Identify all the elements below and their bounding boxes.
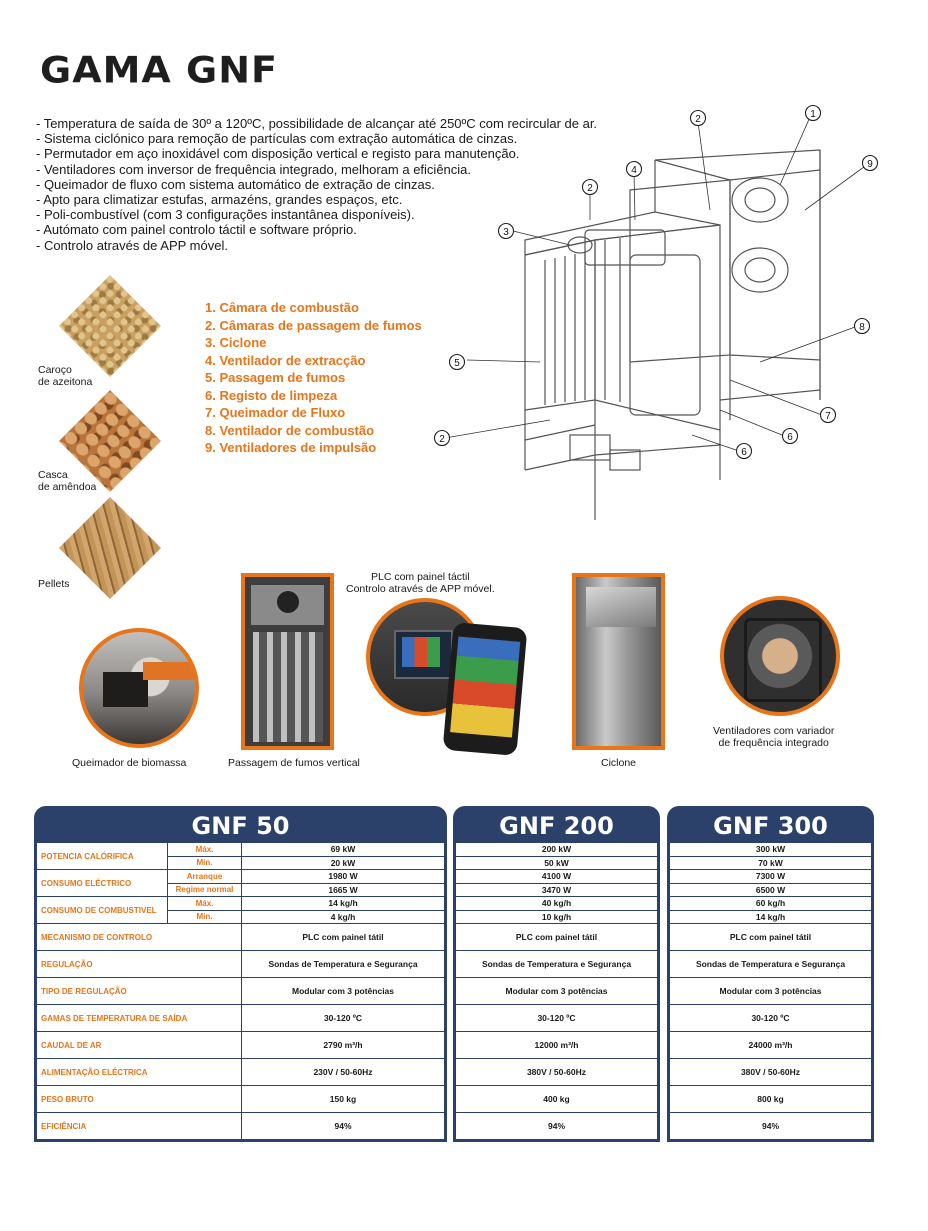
model-header: GNF 50 xyxy=(34,806,447,842)
spec-value: 4 kg/h xyxy=(242,910,446,924)
spec-value: 24000 m³/h xyxy=(669,1032,873,1059)
spec-value: PLC com painel tátil xyxy=(242,924,446,951)
spec-value: 380V / 50-60Hz xyxy=(455,1059,659,1086)
legend-item: 8. Ventilador de combustão xyxy=(205,422,375,438)
legend-item: 2. Câmaras de passagem de fumos xyxy=(205,317,422,333)
spec-table xyxy=(667,842,874,1142)
spec-value: Modular com 3 potências xyxy=(455,978,659,1005)
feature-item: - Queimador de fluxo com sistema automático de extração de cinzas. xyxy=(36,176,435,192)
flue-photo xyxy=(241,573,334,750)
spec-value: 70 kW xyxy=(669,856,873,870)
spec-sublabel: Regime normal xyxy=(168,883,242,897)
spec-sublabel: Arranque xyxy=(168,870,242,884)
fuel-label-line: Casca xyxy=(38,469,68,481)
spec-label: GAMAS DE TEMPERATURA DE SAÍDA xyxy=(36,1005,242,1032)
legend-item: 1. Câmara de combustão xyxy=(205,300,359,315)
callout-label: 8 xyxy=(859,322,865,333)
spec-value: 60 kg/h xyxy=(669,897,873,911)
spec-value: 400 kg xyxy=(455,1086,659,1113)
spec-value: 30-120 ºC xyxy=(669,1005,873,1032)
fuel-label-almond xyxy=(38,469,96,493)
spec-table-gnf200 xyxy=(453,806,660,1142)
spec-table-gnf300 xyxy=(667,806,874,1142)
fuel-label-line: de amêndoa xyxy=(38,481,97,493)
spec-label: POTENCIA CALÓRIFICA xyxy=(36,843,168,870)
spec-value: PLC com painel tátil xyxy=(669,924,873,951)
callout-label: 6 xyxy=(787,432,793,443)
spec-value: 20 kW xyxy=(242,856,446,870)
pellets-image xyxy=(59,497,161,599)
spec-value: 4100 W xyxy=(455,870,659,884)
callout-label: 6 xyxy=(741,447,747,458)
spec-value: 6500 W xyxy=(669,883,873,897)
page-title: GAMA GNF xyxy=(40,49,279,91)
feature-item: - Apto para climatizar estufas, armazéns, grandes espaços, etc. xyxy=(36,192,403,208)
fans-caption xyxy=(713,725,834,749)
spec-value: 3470 W xyxy=(455,883,659,897)
cyclone-caption: Ciclone xyxy=(601,757,637,769)
legend-item: 4. Ventilador de extracção xyxy=(205,352,366,368)
spec-label: REGULAÇÃO xyxy=(36,951,242,978)
spec-label: EFICIÊNCIA xyxy=(36,1113,242,1141)
spec-value: 7300 W xyxy=(669,870,873,884)
model-header: GNF 300 xyxy=(667,806,874,842)
fuel-label-pellets xyxy=(38,578,70,590)
spec-value: 69 kW xyxy=(242,843,446,857)
spec-sublabel: Máx. xyxy=(168,843,242,857)
feature-item: - Poli-combustível (com 3 configurações instantânea disponíveis). xyxy=(36,207,415,223)
feature-item: - Permutador em aço inoxidável com disposição vertical e registo para manutenção. xyxy=(36,146,520,162)
spec-label: CONSUMO ELÉCTRICO xyxy=(36,870,168,897)
spec-table xyxy=(34,842,447,1142)
spec-value: PLC com painel tátil xyxy=(455,924,659,951)
olive-pit-image xyxy=(59,275,161,377)
spec-label: CAUDAL DE AR xyxy=(36,1032,242,1059)
spec-value: 12000 m³/h xyxy=(455,1032,659,1059)
spec-value: 1980 W xyxy=(242,870,446,884)
spec-sublabel: Min. xyxy=(168,910,242,924)
callout-label: 7 xyxy=(825,411,831,422)
feature-item: - Temperatura de saída de 30º a 120ºC, possibilidade de alcançar até 250ºC com recircular de ar. xyxy=(36,116,598,131)
callout-label: 9 xyxy=(867,159,873,170)
feature-item: - Sistema ciclónico para remoção de partículas com extração automática de cinzas. xyxy=(36,131,518,147)
flue-caption: Passagem de fumos vertical xyxy=(228,757,360,769)
callout-label: 4 xyxy=(631,165,637,176)
spec-value: 94% xyxy=(669,1113,873,1141)
smartphone-image xyxy=(443,622,528,756)
legend-item: 3. Ciclone xyxy=(205,335,267,350)
spec-value: Modular com 3 potências xyxy=(669,978,873,1005)
legend-item: 6. Registo de limpeza xyxy=(205,387,338,403)
spec-value: 2790 m³/h xyxy=(242,1032,446,1059)
spec-value: Modular com 3 potências xyxy=(242,978,446,1005)
spec-value: 1665 W xyxy=(242,883,446,897)
spec-sublabel: Máx. xyxy=(168,897,242,911)
spec-value: 200 kW xyxy=(455,843,659,857)
callout-label: 1 xyxy=(810,109,816,120)
fuel-label-line: de azeitona xyxy=(38,376,93,388)
spec-label: TIPO DE REGULAÇÃO xyxy=(36,978,242,1005)
spec-table xyxy=(453,842,660,1142)
feature-item: - Controlo através de APP móvel. xyxy=(36,237,228,253)
spec-value: 800 kg xyxy=(669,1086,873,1113)
plc-caption-line: PLC com painel táctil xyxy=(371,571,470,583)
fuel-label-olive xyxy=(38,364,92,388)
plc-caption-line: Controlo através de APP móvel. xyxy=(346,583,495,595)
cyclone-photo xyxy=(572,573,665,750)
legend-item: 9. Ventiladores de impulsão xyxy=(205,440,377,455)
spec-label: ALIMENTAÇÃO ELÉCTRICA xyxy=(36,1059,242,1086)
spec-value: 40 kg/h xyxy=(455,897,659,911)
spec-value: 300 kW xyxy=(669,843,873,857)
parts-legend xyxy=(205,299,422,457)
spec-label: PESO BRUTO xyxy=(36,1086,242,1113)
model-header: GNF 200 xyxy=(453,806,660,842)
feature-item: - Ventiladores com inversor de frequência integrado, melhoram a eficiência. xyxy=(36,161,472,177)
fans-caption-line: de frequência integrado xyxy=(718,737,829,749)
spec-label: CONSUMO DE COMBUSTIVEL xyxy=(36,897,168,924)
spec-value: 94% xyxy=(242,1113,446,1141)
heater-diagram xyxy=(430,100,890,530)
callout-label: 2 xyxy=(587,183,593,194)
spec-value: 30-120 ºC xyxy=(242,1005,446,1032)
spec-value: 14 kg/h xyxy=(669,910,873,924)
spec-value: Sondas de Temperatura e Segurança xyxy=(669,951,873,978)
spec-value: 380V / 50-60Hz xyxy=(669,1059,873,1086)
spec-value: 94% xyxy=(455,1113,659,1141)
fans-photo xyxy=(720,596,840,716)
callout-label: 3 xyxy=(503,227,509,238)
spec-label: MECANISMO DE CONTROLO xyxy=(36,924,242,951)
spec-sublabel: Min. xyxy=(168,856,242,870)
spec-value: Sondas de Temperatura e Segurança xyxy=(242,951,446,978)
spec-table-gnf50 xyxy=(34,806,447,1142)
spec-value: 30-120 ºC xyxy=(455,1005,659,1032)
burner-caption: Queimador de biomassa xyxy=(72,757,187,769)
spec-value: 14 kg/h xyxy=(242,897,446,911)
callout-label: 5 xyxy=(454,358,460,369)
spec-value: 150 kg xyxy=(242,1086,446,1113)
feature-item: - Autómato com painel controlo táctil e software próprio. xyxy=(36,222,357,238)
spec-value: 230V / 50-60Hz xyxy=(242,1059,446,1086)
plc-caption xyxy=(346,571,495,595)
callout-label: 2 xyxy=(439,434,445,445)
legend-item: 5. Passagem de fumos xyxy=(205,370,346,385)
fuel-label-line: Caroço xyxy=(38,364,72,376)
spec-value: 10 kg/h xyxy=(455,910,659,924)
legend-item: 7. Queimador de Fluxo xyxy=(205,405,346,420)
fans-caption-line: Ventiladores com variador xyxy=(713,725,835,737)
burner-photo xyxy=(79,628,199,748)
fuel-label-line: Pellets xyxy=(38,578,70,590)
spec-value: Sondas de Temperatura e Segurança xyxy=(455,951,659,978)
spec-value: 50 kW xyxy=(455,856,659,870)
callout-label: 2 xyxy=(695,114,701,125)
